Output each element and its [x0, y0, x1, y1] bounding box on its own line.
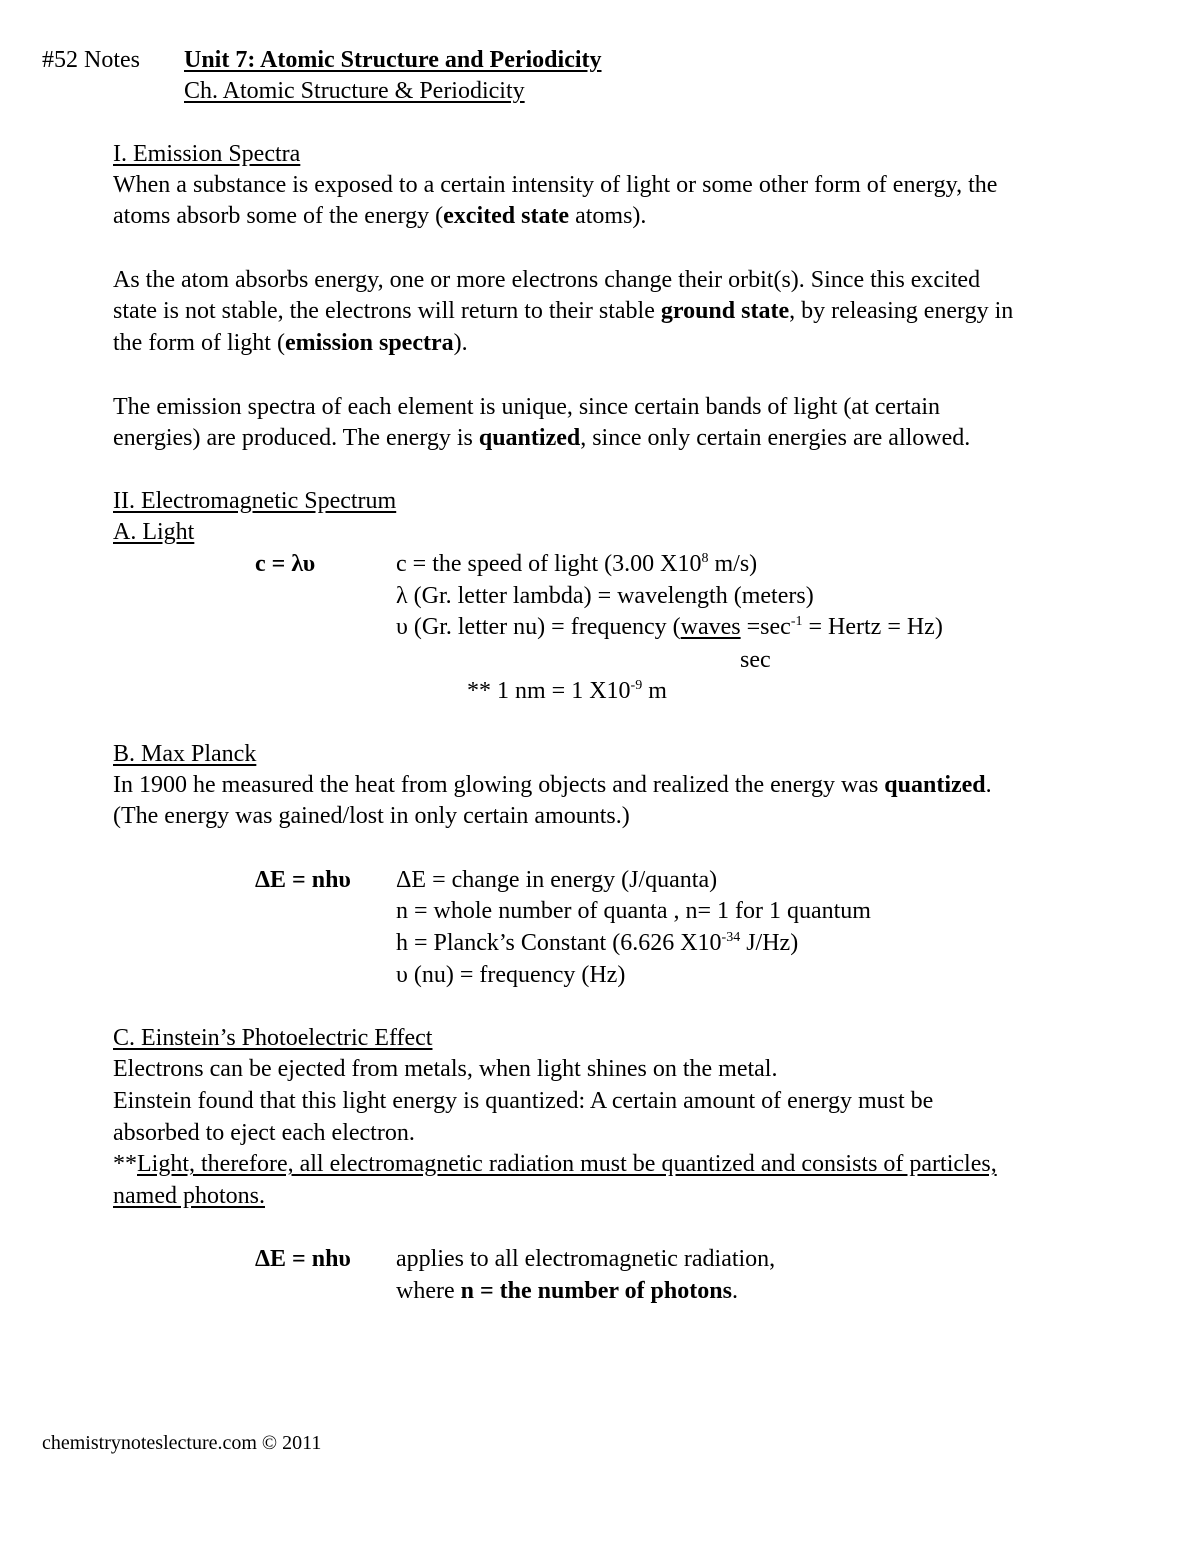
definition-nu: υ (Gr. letter nu) = frequency (waves $=\sec^{-1}$ = Hertz = Hz): [396, 614, 943, 640]
paragraph-line: atoms absorb some of the energy (excited state atoms).: [113, 203, 647, 229]
term-quantized: quantized: [884, 772, 986, 798]
notes-number: #52 Notes: [42, 47, 140, 73]
paragraph-line: When a substance is exposed to a certain intensity of light or some other form of energy, the: [113, 172, 998, 198]
term-emission-spectra: emission spectra: [284, 330, 454, 356]
paragraph-line: As the atom absorbs energy, one or more electrons change their orbit(s). Since this excited: [113, 267, 981, 293]
paragraph-line: Einstein found that this light energy is quantized: A certain amount of energy must be: [113, 1088, 934, 1114]
definition-nu-frequency: υ (nu) = frequency (Hz): [396, 962, 626, 988]
term-number-of-photons: n = the number of photons: [460, 1278, 732, 1304]
definition-lambda: λ (Gr. letter lambda) = wavelength (meters): [396, 583, 814, 609]
paragraph-line: (The energy was gained/lost in only certain amounts.): [113, 803, 630, 829]
key-statement: named photons.: [113, 1183, 265, 1209]
term-quantized: quantized: [478, 425, 581, 451]
definition-h: h = Planck’s Constant (6.626 $X10^{-34}$ J/Hz): [396, 930, 799, 956]
key-statement: **Light, therefore, all electromagnetic radiation must be quantized and consists of particles,: [113, 1151, 997, 1177]
section-heading-emission: I. Emission Spectra: [113, 141, 301, 167]
definition-c: c = the speed of light (3.00 $X10^8$ m/s): [396, 551, 758, 577]
footer-copyright: chemistrynoteslecture.com © 2011: [42, 1432, 322, 1454]
paragraph-line: the form of light (emission spectra).: [113, 330, 468, 356]
chapter-title: Ch. Atomic Structure & Periodicity: [184, 78, 525, 104]
formula-light: c = λυ: [255, 551, 316, 577]
definition-delta-e: ΔE = change in energy (J/quanta): [396, 867, 718, 893]
paragraph-line: In 1900 he measured the heat from glowing objects and realized the energy was quantized.: [113, 772, 992, 798]
formula-planck: ΔE = nhυ: [255, 867, 351, 893]
subheading-photoelectric: C. Einstein’s Photoelectric Effect: [113, 1025, 433, 1051]
formula-photon-energy: ΔE = nhυ: [255, 1246, 351, 1272]
unit-title: Unit 7: Atomic Structure and Periodicity: [184, 47, 602, 73]
paragraph-line: The emission spectra of each element is unique, since certain bands of light (at certain: [113, 394, 941, 420]
definition-n: n = whole number of quanta , n= 1 for 1 quantum: [396, 898, 871, 924]
paragraph-line: absorbed to eject each electron.: [113, 1120, 415, 1146]
nanometer-conversion: ** 1 nm = 1 $X10^{-9}$ m: [467, 678, 667, 704]
applies-line: applies to all electromagnetic radiation,: [396, 1246, 776, 1272]
section-heading-electromagnetic: II. Electromagnetic Spectrum: [113, 488, 397, 514]
paragraph-line: state is not stable, the electrons will return to their stable ground state, by releasing energy in: [113, 298, 1014, 324]
subheading-light: A. Light: [113, 519, 195, 545]
definition-nu-denominator: sec: [740, 647, 771, 673]
applies-line: where n = the number of photons.: [396, 1278, 738, 1304]
paragraph-line: energies) are produced. The energy is quantized, since only certain energies are allowed.: [113, 425, 971, 451]
term-excited-state: excited state: [443, 203, 570, 229]
subheading-max-planck: B. Max Planck: [113, 741, 257, 767]
paragraph-line: Electrons can be ejected from metals, when light shines on the metal.: [113, 1056, 778, 1082]
term-ground-state: ground state: [660, 298, 790, 324]
